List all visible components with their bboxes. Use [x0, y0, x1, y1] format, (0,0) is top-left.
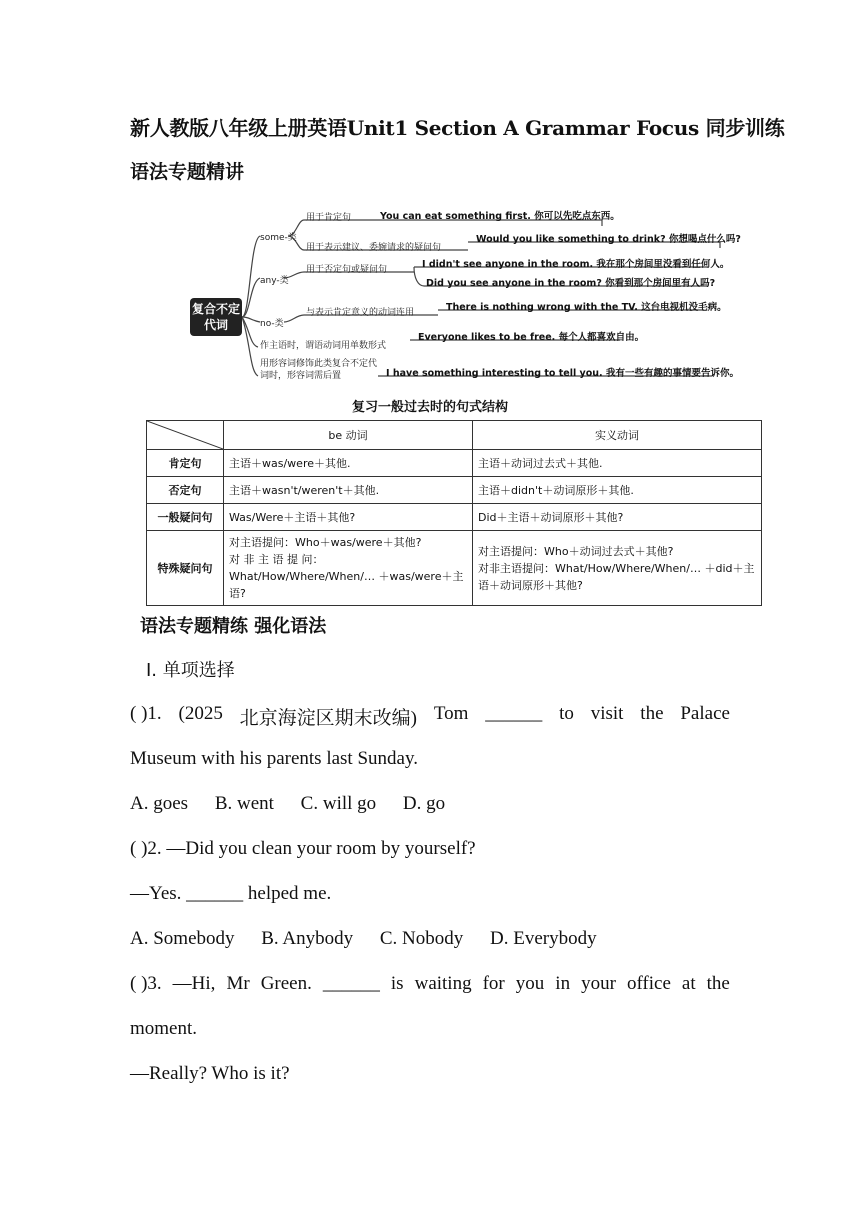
cell-be: 主语＋wasn't/weren't＋其他. — [224, 477, 473, 504]
header-action-verb: 实义动词 — [473, 421, 762, 450]
q3-word: ( )3. — [130, 973, 162, 994]
q3-word: —Hi, — [172, 973, 216, 994]
q1-word: ( )1. — [130, 703, 162, 724]
question-3-line-1 — [130, 973, 730, 995]
section-heading-grammar-lecture: 语法专题精讲 — [130, 161, 245, 183]
q3-blank: ______ — [322, 973, 380, 994]
q3-word: you — [515, 973, 545, 994]
q3-word: office — [626, 973, 671, 994]
cell-be: 对主语提问：Who＋was/were＋其他? 对 非 主 语 提 问： What/How/Where/When/… ＋was/were＋主语? — [224, 531, 473, 606]
q1-word: (2025 — [178, 703, 223, 724]
row-label: 否定句 — [147, 477, 224, 504]
option-c: C. will go — [300, 793, 377, 814]
question-1-line-2: Museum with his parents last Sunday. — [130, 748, 418, 769]
q3-word: at — [681, 973, 696, 994]
q1-word: Tom — [433, 703, 469, 724]
rule-positive-verb: 与表示肯定意义的动词连用 — [306, 308, 415, 318]
question-1-options — [130, 793, 730, 815]
question-1-line-1 — [130, 703, 730, 730]
table-header-row — [147, 421, 762, 450]
rule-adjective: 用形容词修饰此类复合不定代词时，形容词需后置 — [260, 359, 378, 381]
table-caption: 复习一般过去时的句式结构 — [351, 400, 508, 415]
diagonal-line — [147, 421, 223, 449]
q3-word: waiting — [414, 973, 472, 994]
mindmap-compound-pronouns — [188, 200, 741, 395]
q1-word: the — [640, 703, 664, 724]
row-label: 一般疑问句 — [147, 504, 224, 531]
question-2-line-2: —Yes. ______ helped me. — [130, 883, 332, 904]
q1-word: visit — [590, 703, 624, 724]
option-a: A. goes — [130, 793, 189, 814]
q1-word: Palace — [680, 703, 730, 724]
q3-word: the — [706, 973, 730, 994]
cell-verb: 对主语提问：Who＋动词过去式＋其他? 对非主语提问：What/How/Where/When/… ＋did＋主语＋动词原形＋其他? — [473, 531, 762, 606]
table-row — [147, 504, 762, 531]
q1-word: to — [559, 703, 574, 724]
cell-verb: 主语＋动词过去式＋其他. — [473, 450, 762, 477]
option-d: D. Everybody — [490, 928, 597, 949]
mindmap-root-label: 复合不定代词 — [191, 302, 240, 332]
cell-be: Was/Were＋主语＋其他? — [224, 504, 473, 531]
q3-word: Mr — [226, 973, 250, 994]
part-heading-multiple-choice: Ⅰ. 单项选择 — [146, 660, 235, 681]
past-tense-table — [146, 420, 762, 606]
rule-request: 用于表示建议、委婉请求的疑问句 — [306, 243, 442, 253]
option-b: B. went — [214, 793, 274, 814]
cell-verb: 主语＋didn't＋动词原形＋其他. — [473, 477, 762, 504]
example-3: I didn't see anyone in the room. 我在那个房间里没看到任何人。 — [422, 259, 730, 270]
option-b: B. Anybody — [261, 928, 354, 949]
rule-singular: 作主语时，谓语动词用单数形式 — [260, 341, 387, 351]
q3-word: in — [555, 973, 571, 994]
section-heading-practice: 语法专题精练 强化语法 — [140, 616, 327, 637]
q3-word: your — [581, 973, 616, 994]
branch-no: no-类 — [260, 319, 284, 329]
branch-some: some-类 — [260, 233, 297, 243]
rule-negative: 用于否定句或疑问句 — [306, 265, 388, 275]
example-5: There is nothing wrong with the TV. 这台电视机没毛病。 — [446, 302, 727, 313]
q3-word: is — [390, 973, 404, 994]
question-2-options — [130, 928, 730, 950]
question-2-line-1: ( )2. —Did you clean your room by yourself? — [130, 838, 476, 859]
mindmap-root — [190, 298, 242, 336]
branch-any: any-类 — [260, 276, 289, 286]
table-row — [147, 531, 762, 606]
q3-word: for — [482, 973, 505, 994]
question-3-line-3: —Really? Who is it? — [130, 1063, 290, 1084]
q3-word: Green. — [260, 973, 312, 994]
option-a: A. Somebody — [130, 928, 235, 949]
q1-blank: ______ — [485, 703, 543, 724]
example-1: You can eat something first. 你可以先吃点东西。 — [380, 211, 620, 222]
cell-be: 主语＋was/were＋其他. — [224, 450, 473, 477]
row-label: 特殊疑问句 — [147, 531, 224, 606]
row-label: 肯定句 — [147, 450, 224, 477]
example-4: Did you see anyone in the room? 你看到那个房间里有人吗? — [426, 278, 716, 289]
example-7: I have something interesting to tell you. 我有一些有趣的事情要告诉你。 — [386, 368, 739, 379]
question-3-line-2: moment. — [130, 1018, 198, 1039]
header-be-verb: be 动词 — [224, 421, 473, 450]
table-row — [147, 450, 762, 477]
table-row — [147, 477, 762, 504]
example-2: Would you like something to drink? 你想喝点什么吗? — [476, 234, 741, 245]
option-c: C. Nobody — [379, 928, 464, 949]
rule-affirmative: 用于肯定句 — [306, 213, 352, 223]
table-corner-cell — [147, 421, 224, 450]
cell-verb: Did＋主语＋动词原形＋其他? — [473, 504, 762, 531]
document-title: 新人教版八年级上册英语Unit1 Section A Grammar Focus 同步训练 — [130, 116, 785, 140]
q1-word: 北京海淀区期末改编) — [239, 708, 417, 729]
example-6: Everyone likes to be free. 每个人都喜欢自由。 — [418, 332, 645, 343]
option-d: D. go — [402, 793, 446, 814]
